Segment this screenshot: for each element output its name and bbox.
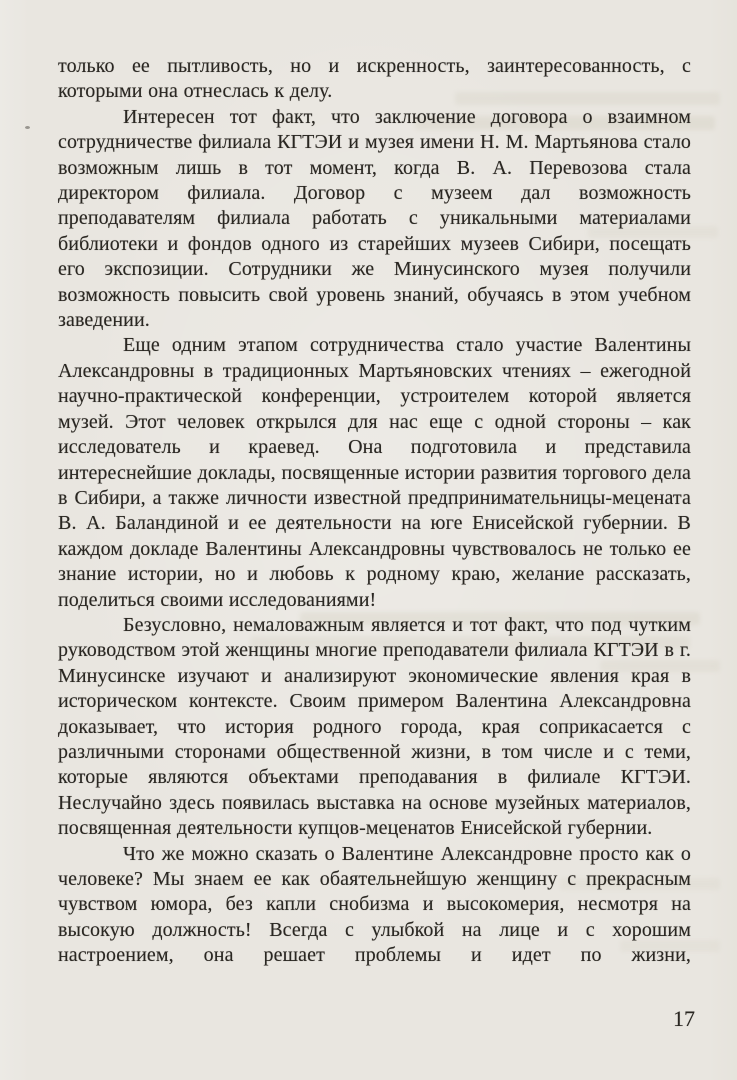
page-text-block: [58, 54, 691, 969]
paragraph-cooperation-agreement: Интересен тот факт, что заключение договора о взаимном сотрудничестве филиала КГТЭИ и музея имени Н. М. Мартьянова стало возможным лишь в тот момент, когда В. А. Перевозова стала директором филиала. Договор с музеем дал возможность преподавателям филиала работать с уникальными материалами библиотеки и фондов одного из старейших музеев Сибири, посещать его экспозиции. Сотрудники же Минусинского музея получили возможность повысить свой уровень знаний, обучаясь в этом учебном заведении.: [58, 105, 691, 332]
scan-speck: [25, 126, 30, 129]
paragraph-teachers-research: Безусловно, немаловажным является и тот факт, что под чутким руководством этой женщины многие преподаватели филиала КГТЭИ в г. Минусинске изучают и анализируют экономические явления края в историческом контексте. Своим примером Валентина Александровна доказывает, что история родного города, края соприкасается с различными сторонами общественной жизни, в том числе и с теми, которые являются объектами преподавания в филиале КГТЭИ. Неслучайно здесь появилась выставка на основе музейных материалов, посвященная деятельности купцов-меценатов Енисейской губернии.: [58, 613, 691, 840]
paragraph-about-the-person: Что же можно сказать о Валентине Александровне просто как о человеке? Мы знаем ее как обаятельнейшую женщину с прекрасным чувством юмора, без капли снобизма и высокомерия, несмотря на высокую должность! Всегда с улыбкой на лице и с хорошим настроением, она решает проблемы и идет по жизни,: [58, 842, 691, 967]
paragraph-martyanov-readings: Еще одним этапом сотрудничества стало участие Валентины Александровны в традиционных Мартьяновских чтениях – ежегодной научно-практической конференции, устроителем которой является музей. Этот человек открылся для нас еще с одной стороны – как исследователь и краевед. Она подготовила и представила интереснейшие доклады, посвященные истории развития торгового дела в Сибири, а также личности известной предпринимательницы-мецената В. А. Баландиной и ее деятельности на юге Енисейской губернии. В каждом докладе Валентины Александровны чувствовалось не только ее знание истории, но и любовь к родному краю, желание рассказать, поделиться своими исследованиями!: [58, 334, 691, 611]
page-number: 17: [673, 1006, 695, 1031]
paragraph-continued-from-previous-page: только ее пытливость, но и искренность, заинтересованность, с которыми она отнеслась к делу.: [58, 55, 691, 103]
